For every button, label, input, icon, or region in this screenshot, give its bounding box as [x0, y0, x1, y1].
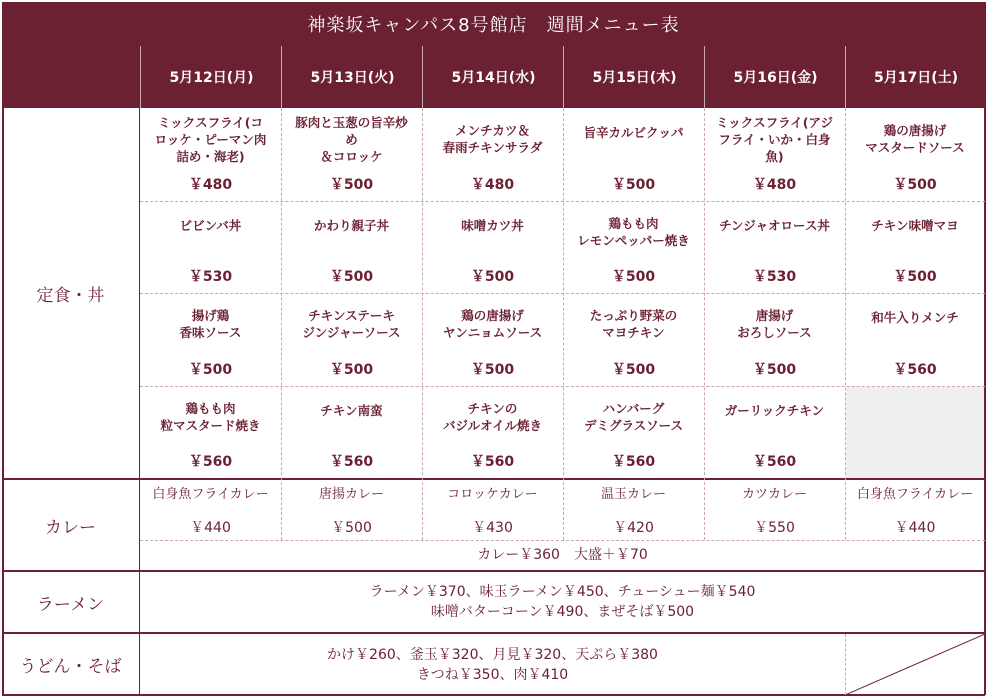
- udon-line-1: かけ￥260、釜玉￥320、月見￥320、天ぷら￥380: [327, 647, 658, 663]
- menu-item: [563, 293, 704, 386]
- menu-item-price: ￥560: [611, 454, 656, 470]
- menu-item-name: チンジャオロース丼: [719, 218, 830, 233]
- ramen-line-1: ラーメン￥370、味玉ラーメン￥450、チューシュー麺￥540: [369, 584, 756, 600]
- udon-menu-text: [140, 645, 845, 685]
- menu-item-price: ￥500: [893, 269, 937, 285]
- menu-item-name: チキン味噌マヨ: [871, 218, 959, 233]
- column-divider: [281, 108, 282, 540]
- menu-item-price: ￥480: [188, 177, 233, 193]
- menu-item-price: ￥500: [470, 269, 515, 285]
- category-divider: [2, 478, 985, 480]
- curry-item-name: 唐揚カレー: [318, 487, 384, 502]
- category-ramen-label: ラーメン: [36, 594, 105, 615]
- menu-item: [563, 201, 704, 293]
- category-curry-label: カレー: [45, 517, 96, 538]
- menu-item: [281, 386, 422, 478]
- table-border-left: [2, 2, 4, 695]
- column-divider: [422, 108, 423, 540]
- curry-item: [563, 480, 704, 540]
- udon-empty-diagonal: [845, 634, 985, 695]
- menu-item-price: ￥500: [611, 269, 656, 285]
- column-divider: [845, 634, 846, 695]
- menu-item-price: ￥560: [188, 454, 233, 470]
- menu-item: [845, 108, 985, 201]
- menu-item-name: チキン南蛮: [320, 403, 383, 418]
- row-divider: [140, 540, 985, 541]
- ramen-line-2: 味噌バターコーン￥490、まぜそば￥500: [430, 604, 695, 620]
- menu-item-price: ￥560: [329, 454, 374, 470]
- curry-item: [281, 480, 422, 540]
- label-column-divider: [139, 108, 140, 695]
- curry-item: [845, 480, 985, 540]
- menu-item: [422, 386, 563, 478]
- menu-item-name: 鶏もも肉 粒マスタード焼き: [160, 401, 261, 433]
- menu-item: [422, 293, 563, 386]
- curry-base-price-note: カレー￥360 大盛＋￥70: [477, 547, 648, 563]
- menu-item-name: チキンステーキ ジンジャーソース: [302, 308, 401, 340]
- menu-item: [563, 386, 704, 478]
- menu-item: [563, 108, 704, 201]
- menu-item-name: チキンの バジルオイル焼き: [442, 401, 543, 433]
- menu-item-price: ￥560: [470, 454, 515, 470]
- menu-item: [281, 201, 422, 293]
- curry-item-price: ￥440: [894, 520, 936, 536]
- menu-item-name: 揚げ鶏 香味ソース: [179, 308, 242, 340]
- menu-item-name: 鶏もも肉 レモンペッパー焼き: [577, 216, 690, 248]
- menu-item-price: ￥530: [188, 269, 233, 285]
- curry-item-price: ￥430: [472, 520, 513, 536]
- empty-menu-cell: [846, 387, 985, 478]
- table-border-right: [984, 2, 986, 695]
- menu-item-name: 旨辛カルビクッパ: [583, 125, 684, 140]
- menu-item: [140, 108, 281, 201]
- menu-item: [704, 386, 845, 478]
- curry-item-price: ￥420: [613, 520, 654, 536]
- menu-item-name: 和牛入りメンチ: [871, 310, 959, 325]
- menu-item-name: 豚肉と玉葱の旨辛炒 め ＆コロッケ: [295, 115, 408, 164]
- menu-item: [281, 293, 422, 386]
- menu-item-price: ￥500: [188, 362, 233, 378]
- column-divider: [563, 108, 564, 540]
- menu-item: [281, 108, 422, 201]
- menu-item-price: ￥560: [752, 454, 797, 470]
- menu-item-name: 鶏の唐揚げ マスタードソース: [865, 123, 965, 155]
- curry-item-name: カツカレー: [741, 487, 807, 502]
- menu-item-price: ￥500: [893, 177, 937, 193]
- menu-item-name: ビビンバ丼: [179, 218, 242, 233]
- column-divider: [704, 108, 705, 540]
- curry-item-name: コロッケカレー: [447, 487, 538, 502]
- table-border-bottom: [2, 694, 985, 696]
- category-divider: [2, 570, 985, 572]
- menu-item-price: ￥530: [752, 269, 797, 285]
- day-header-1: 5月12日(月): [140, 46, 282, 108]
- menu-item-name: たっぷり野菜の マヨチキン: [589, 308, 678, 340]
- day-header-5: 5月16日(金): [704, 46, 846, 108]
- menu-item: [704, 108, 845, 201]
- menu-item-name: ガーリックチキン: [724, 403, 825, 418]
- menu-item: [140, 201, 281, 293]
- menu-item: [704, 201, 845, 293]
- menu-item-price: ￥500: [329, 177, 374, 193]
- menu-item-name: 鶏の唐揚げ ヤンニョムソース: [442, 308, 543, 340]
- menu-item: [140, 293, 281, 386]
- menu-item-price: ￥480: [470, 177, 515, 193]
- menu-item-name: ハンバーグ デミグラスソース: [583, 401, 683, 433]
- menu-item-price: ￥500: [611, 362, 656, 378]
- day-header-4: 5月15日(木): [563, 46, 705, 108]
- curry-item: [140, 480, 281, 540]
- curry-item-price: ￥440: [190, 520, 231, 536]
- day-header-2: 5月13日(火): [281, 46, 423, 108]
- ramen-menu-text: [140, 582, 985, 622]
- menu-item: [422, 108, 563, 201]
- category-teishoku-label: 定食・丼: [36, 285, 105, 306]
- menu-title: 神楽坂キャンパス8号館店 週間メニュー表: [2, 2, 985, 46]
- menu-item-name: ミックスフライ(コ ロッケ・ピーマン肉 詰め・海老): [154, 115, 267, 164]
- curry-item: [704, 480, 845, 540]
- curry-item-name: 白身魚フライカレー: [152, 487, 269, 502]
- menu-item-price: ￥500: [470, 362, 515, 378]
- menu-item: [845, 201, 985, 293]
- menu-item-name: かわり親子丼: [313, 218, 389, 233]
- menu-item-name: 味噌カツ丼: [461, 218, 524, 233]
- menu-item: [422, 201, 563, 293]
- day-header-6: 5月17日(土): [845, 46, 986, 108]
- day-header-3: 5月14日(水): [422, 46, 564, 108]
- curry-item-price: ￥500: [331, 520, 372, 536]
- menu-item: [140, 386, 281, 478]
- menu-item-price: ￥500: [752, 362, 797, 378]
- category-divider: [2, 632, 985, 634]
- menu-item-price: ￥500: [329, 269, 374, 285]
- menu-item-name: メンチカツ＆ 春雨チキンサラダ: [442, 123, 543, 155]
- category-udon-label: うどん・そば: [19, 657, 122, 677]
- curry-item-name: 温玉カレー: [600, 487, 666, 502]
- curry-item-price: ￥550: [754, 520, 795, 536]
- column-divider: [845, 108, 846, 540]
- udon-line-2: きつね￥350、肉￥410: [416, 667, 569, 683]
- menu-item: [845, 293, 985, 386]
- menu-item-price: ￥500: [611, 177, 656, 193]
- menu-item-name: 唐揚げ おろしソース: [737, 308, 812, 340]
- menu-item-price: ￥500: [329, 362, 374, 378]
- menu-item: [704, 293, 845, 386]
- menu-item-name: ミックスフライ(アジ フライ・いか・白身 魚): [716, 115, 833, 164]
- curry-item: [422, 480, 563, 540]
- menu-item-price: ￥480: [752, 177, 797, 193]
- curry-item-name: 白身魚フライカレー: [856, 487, 974, 502]
- menu-item-price: ￥560: [893, 362, 937, 378]
